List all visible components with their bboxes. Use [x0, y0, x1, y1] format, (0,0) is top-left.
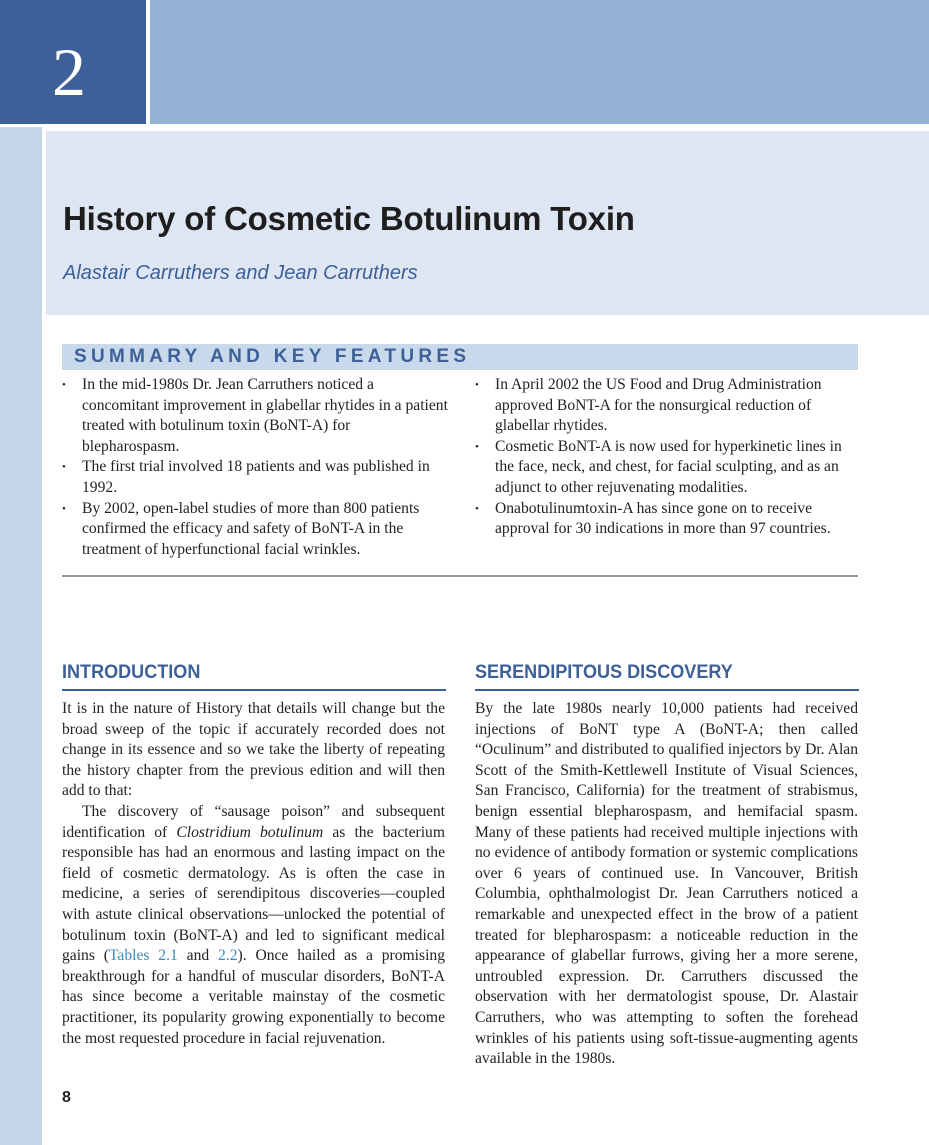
serendipitous-body	[475, 699, 858, 1070]
table-2-2-link[interactable]: 2.2	[218, 947, 238, 965]
introduction-body	[62, 699, 445, 1049]
introduction-heading: INTRODUCTION	[62, 662, 201, 683]
chapter-title: History of Cosmetic Botulinum Toxin	[63, 200, 635, 237]
text-run: ). Once hailed as a promising breakthrough for a handful of muscular disorders, BoNT-A has since become a veritable mainstay of the cosmetic practitioner, its popularity growing exponentially to become the most requested procedure in facial rejuvenation.	[62, 947, 446, 1047]
serendipitous-heading-rule	[475, 689, 859, 691]
serendipitous-discovery-heading: SERENDIPITOUS DISCOVERY	[475, 662, 733, 683]
summary-divider	[62, 575, 858, 577]
header-band	[150, 0, 929, 124]
introduction-paragraph-2	[62, 802, 445, 1049]
text-run: and	[177, 947, 219, 965]
serendipitous-paragraph-1: By the late 1980s nearly 10,000 patients had received injections of BoNT type A (BoNT-A; then called “Oculinum” and distributed to qualified injectors by Dr. Alan Scott of the Smith-Kettlewell Institute of Visual Sciences, San Francisco, California) for the treatment of strabismus, benign essential blepharospasm, and hemifacial spasm. Many of these patients had received multiple injections with no evidence of antibody formation or systemic complications over 6 years of continued use. In Vancouver, British Columbia, ophthalmologist Dr. Jean Carruthers noticed a remarkable and unexpected effect in the brow of a patient treated for blepharospasm: a noticeable reduction in the appearance of glabellar furrows, giving her a more serene, untroubled expression. Dr. Carruthers discussed the observation with her dermatologist spouse, Dr. Alastair Carruthers, who was attempting to soften the forehead wrinkles of his patients using soft-tissue-augmenting agents available in the 1980s.	[475, 700, 858, 1068]
summary-left-column	[62, 375, 448, 560]
species-name: Clostridium botulinum	[176, 823, 324, 841]
introduction-heading-rule	[62, 689, 446, 691]
summary-item: • In April 2002 the US Food and Drug Administration approved BoNT-A for the nonsurgical reduction of glabellar rhytides.	[475, 375, 861, 437]
introduction-paragraph-1: It is in the nature of History that details will change but the broad sweep of the topic if accurately recorded does not change in its essence and so we take the liberty of repeating the history chapter from the previous edition and will then add to that:	[62, 700, 445, 800]
summary-item: • By 2002, open-label studies of more than 800 patients confirmed the efficacy and safety of BoNT-A in the treatment of hyperfunctional facial wrinkles.	[62, 499, 448, 561]
summary-item: • The first trial involved 18 patients and was published in 1992.	[62, 457, 448, 498]
chapter-number: 2	[52, 34, 86, 110]
summary-heading: SUMMARY AND KEY FEATURES	[74, 346, 471, 367]
summary-item: • Cosmetic BoNT-A is now used for hyperkinetic lines in the face, neck, and chest, for facial sculpting, and as an adjunct to other rejuvenating modalities.	[475, 437, 861, 499]
summary-item: • Onabotulinumtoxin-A has since gone on to receive approval for 30 indications in more than 97 countries.	[475, 499, 861, 540]
summary-right-column	[475, 375, 861, 540]
text-run: The discovery of “sausage poison” and subsequent identification of	[62, 802, 445, 841]
chapter-authors: Alastair Carruthers and Jean Carruthers	[63, 262, 418, 284]
left-margin-strip	[0, 127, 42, 1145]
chapter-number-box	[0, 0, 146, 124]
page-number: 8	[62, 1089, 71, 1106]
table-2-1-link[interactable]: Tables 2.1	[108, 947, 178, 965]
summary-item: • In the mid-1980s Dr. Jean Carruthers noticed a concomitant improvement in glabellar rhytides in a patient treated with botulinum toxin (BoNT-A) for blepharospasm.	[62, 375, 448, 457]
text-run: as the bacterium responsible has had an enormous and lasting impact on the field of cosmetic dermatology. As is often the case in medicine, a series of serendipitous discoveries—coupled with astute clinical observations—unlocked the potential of botulinum toxin (BoNT-A) and led to significant medical gains (	[62, 823, 445, 965]
